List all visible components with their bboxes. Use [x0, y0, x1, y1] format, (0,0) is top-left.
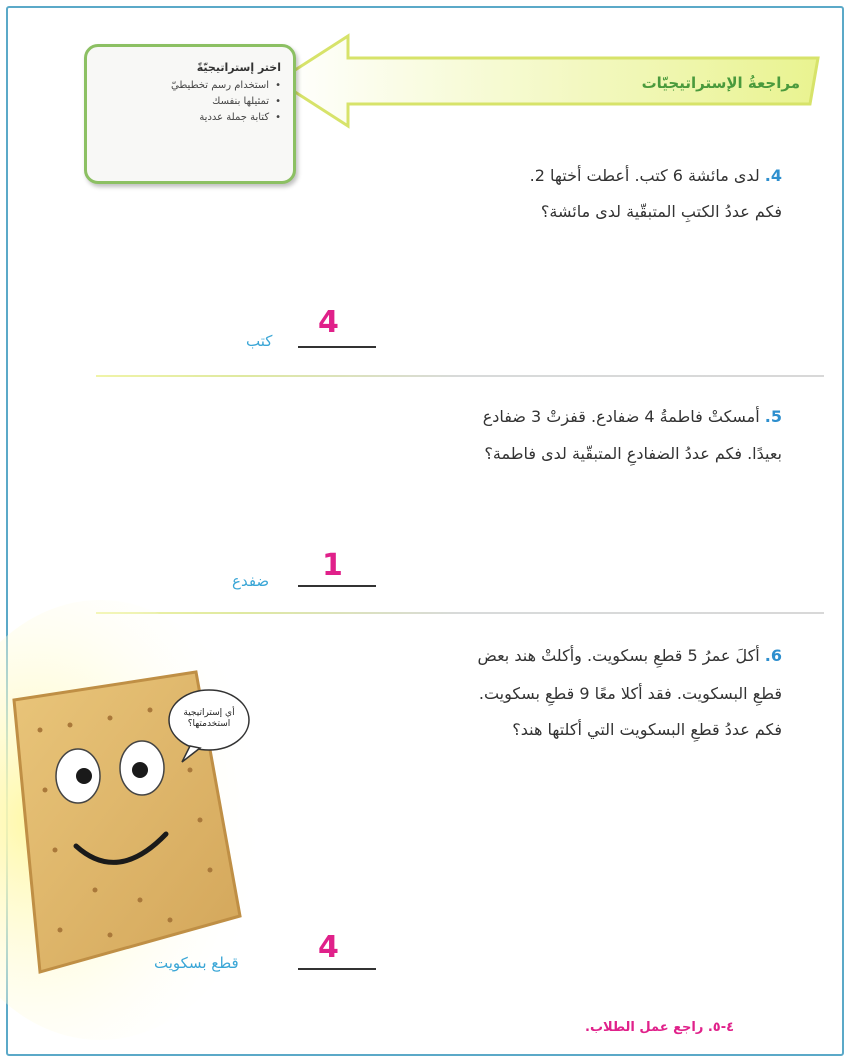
problem-text: أمسكتْ فاطمةُ 4 ضفادع. قفزتْ 3 ضفادع	[482, 407, 760, 426]
answer-value: 4	[318, 305, 339, 340]
speech-bubble-text: أي إستراتيجية استخدمتها؟	[183, 708, 235, 729]
answer-unit: ضفدع	[232, 572, 270, 590]
strategy-box	[84, 44, 296, 184]
strategy-list	[97, 80, 281, 123]
problem-text: فكم عددُ الكتبِ المتبقّية لدى مائشة؟	[540, 202, 782, 221]
problem-5-line-2	[484, 444, 782, 463]
problem-5-line-1	[483, 407, 782, 426]
problem-number: 4.	[764, 166, 782, 185]
problem-4-line-2	[541, 202, 782, 221]
problem-number: 6.	[764, 646, 782, 665]
cracker-mascot-illustration	[0, 600, 300, 1040]
answer-line	[298, 968, 376, 970]
banner-title: مراجعةُ الإستراتيجيّات	[641, 74, 800, 92]
answer-line	[298, 346, 376, 348]
strategy-title: اختر إستراتيجيّةً	[196, 61, 281, 74]
section-divider	[96, 375, 824, 377]
problem-6-line-1	[477, 646, 782, 665]
problem-text: أكلَ عمرُ 5 قطعِ بسكويت. وأكلتْ هند بعض	[477, 646, 760, 665]
answer-value: 4	[318, 930, 339, 965]
footer-note: ٤-٥. راجع عمل الطلاب.	[585, 1020, 735, 1035]
problem-6-line-3	[512, 720, 782, 739]
problem-text: بعيدًا. فكم عددُ الضفادعِ المتبقّية لدى فاطمة؟	[484, 444, 782, 463]
problem-6-line-2	[479, 684, 782, 703]
problem-text: لدى مائشة 6 كتب. أعطت أختها 2.	[529, 166, 760, 185]
answer-unit: قطع بسكويت	[154, 954, 239, 972]
problem-number: 5.	[764, 407, 782, 426]
problem-4-line-1	[530, 166, 782, 185]
problem-text: قطعِ البسكويت. فقد أكلا معًا 9 قطعِ بسكويت.	[478, 684, 782, 703]
strategy-item: • استخدام رسم تخطيطيّ	[97, 80, 281, 91]
problem-text: فكم عددُ قطعِ البسكويت التي أكلتها هند؟	[512, 720, 782, 739]
answer-unit: كتب	[246, 332, 273, 350]
strategy-item: • كتابة جملة عددية	[97, 112, 281, 123]
answer-line	[298, 585, 376, 587]
strategy-item: • تمثيلها بنفسك	[97, 96, 281, 107]
answer-value: 1	[322, 548, 343, 583]
